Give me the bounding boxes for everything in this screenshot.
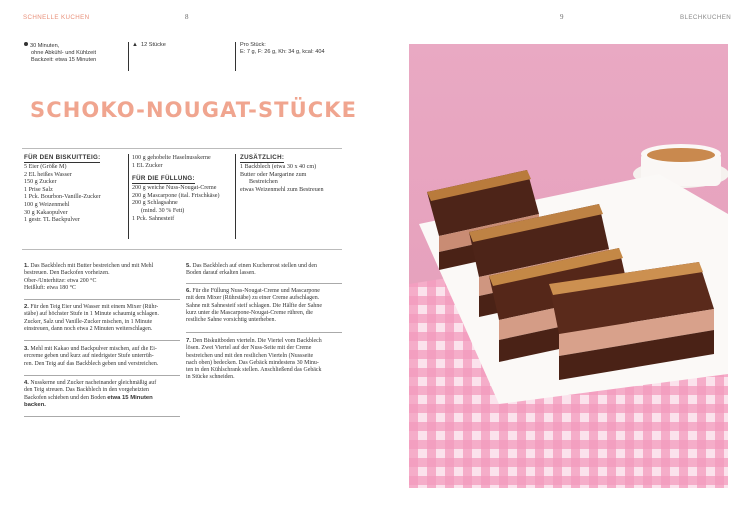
heading-fuellung: FÜR DIE FÜLLUNG: [132, 175, 195, 184]
nutrition-info: Pro Stück: E: 7 g, F: 26 g, Kh: 34 g, kcal: 404 [240, 42, 325, 56]
servings: ▲ 12 Stücke [132, 42, 166, 48]
recipe-photo [409, 44, 728, 488]
step-7: 7. Den Biskuitboden vierteln. Die Viertel vom Backblech lösen. Zwei Viertel auf der Nuss-Seite mit der Creme bestreichen und mit den restlichen Vierteln (Nussseite nach oben) bedecken. Das Gebäck mindestens 30 Minu- ten in den Kühlschrank stellen. Anschließend das Gebäck in Stücke schneiden. [186, 338, 322, 381]
page-number-right: 9 [560, 13, 564, 21]
ingredients-biskuit: FÜR DEN BISKUITTEIG: 5 Eier (Größe M) 2 EL heißes Wasser 150 g Zucker 1 Prise Salz 1 Pck. Bourbon-Vanille-Zucker 100 g Weizenmehl 30 g Kakaopulver 1 gestr. TL Backpulver [24, 154, 101, 224]
prep-time: 30 Minuten, ohne Abkühl- und Kühlzeit Backzeit: etwa 15 Minuten [24, 42, 96, 65]
section-header-left: SCHNELLE KUCHEN [23, 14, 90, 21]
page-number-left: 8 [185, 13, 189, 21]
ingredients-zusaetzlich: ZUSÄTZLICH: 1 Backblech (etwa 30 x 40 cm) Butter oder Margarine zum Bestreichen etwas Weizenmehl zum Bestreuen [240, 154, 324, 193]
section-header-right: BLECHKUCHEN [680, 14, 732, 21]
step-5: 5. Das Backblech auf einen Kuchenrost stellen und den Boden darauf erkalten lassen. [186, 263, 317, 277]
step-1: 1. Das Backblech mit Butter bestreichen und mit Mehl bestreuen. Den Backofen vorheizen. Ober-/Unterhitze: etwa 200 °C Heißluft: etwa 180 °C [24, 263, 154, 291]
cake-illustration [409, 44, 728, 488]
clock-icon [24, 42, 28, 46]
step-4: 4. Nusskerne und Zucker nacheinander gleichmäßig auf den Teig streuen. Das Backblech in den vorgeheizten Backofen schieben und den Boden etwa 15 Minuten backen. [24, 380, 157, 408]
ingredients-fuellung: 100 g gehobelte Haselnusskerne 1 EL Zucker FÜR DIE FÜLLUNG: 200 g weiche Nuss-Nougat-Creme 200 g Mascarpone (ital. Frischkäse) 200 g Schlagsahne (mind. 30 % Fett) 1 Pck. Sahnesteif [132, 155, 220, 222]
heading-zusaetzlich: ZUSÄTZLICH: [240, 154, 284, 163]
cake-icon: ▲ [132, 42, 138, 48]
recipe-title: SCHOKO-NOUGAT-STÜCKE [30, 98, 358, 122]
step-3: 3. Mehl mit Kakao und Backpulver mischen, auf die Ei- ercreme geben und kurz auf niedrigster Stufe unterrüh- ren. Den Teig auf das Backblech geben und verstreichen. [24, 346, 159, 367]
step-2: 2. Für den Teig Eier und Wasser mit einem Mixer (Rühr- stäbe) auf höchster Stufe in 1 Minute schaumig schlagen. Zucker, Salz und Vanille-Zucker mischen, in 1 Minute einstreuen, dann noch etwa 2 Minuten weiterschlagen. [24, 304, 159, 332]
heading-biskuit: FÜR DEN BISKUITTEIG: [24, 154, 100, 163]
step-6: 6. Für die Füllung Nuss-Nougat-Creme und Mascarpone mit dem Mixer (Rührstäbe) zu einer Creme aufschlagen. Sahne mit Sahnesteif steif schlagen. Die Hälfte der Sahne kurz unter die Mascarpone-Nougat-Creme rühren, die restliche Sahne vorsichtig unterheben. [186, 288, 322, 324]
